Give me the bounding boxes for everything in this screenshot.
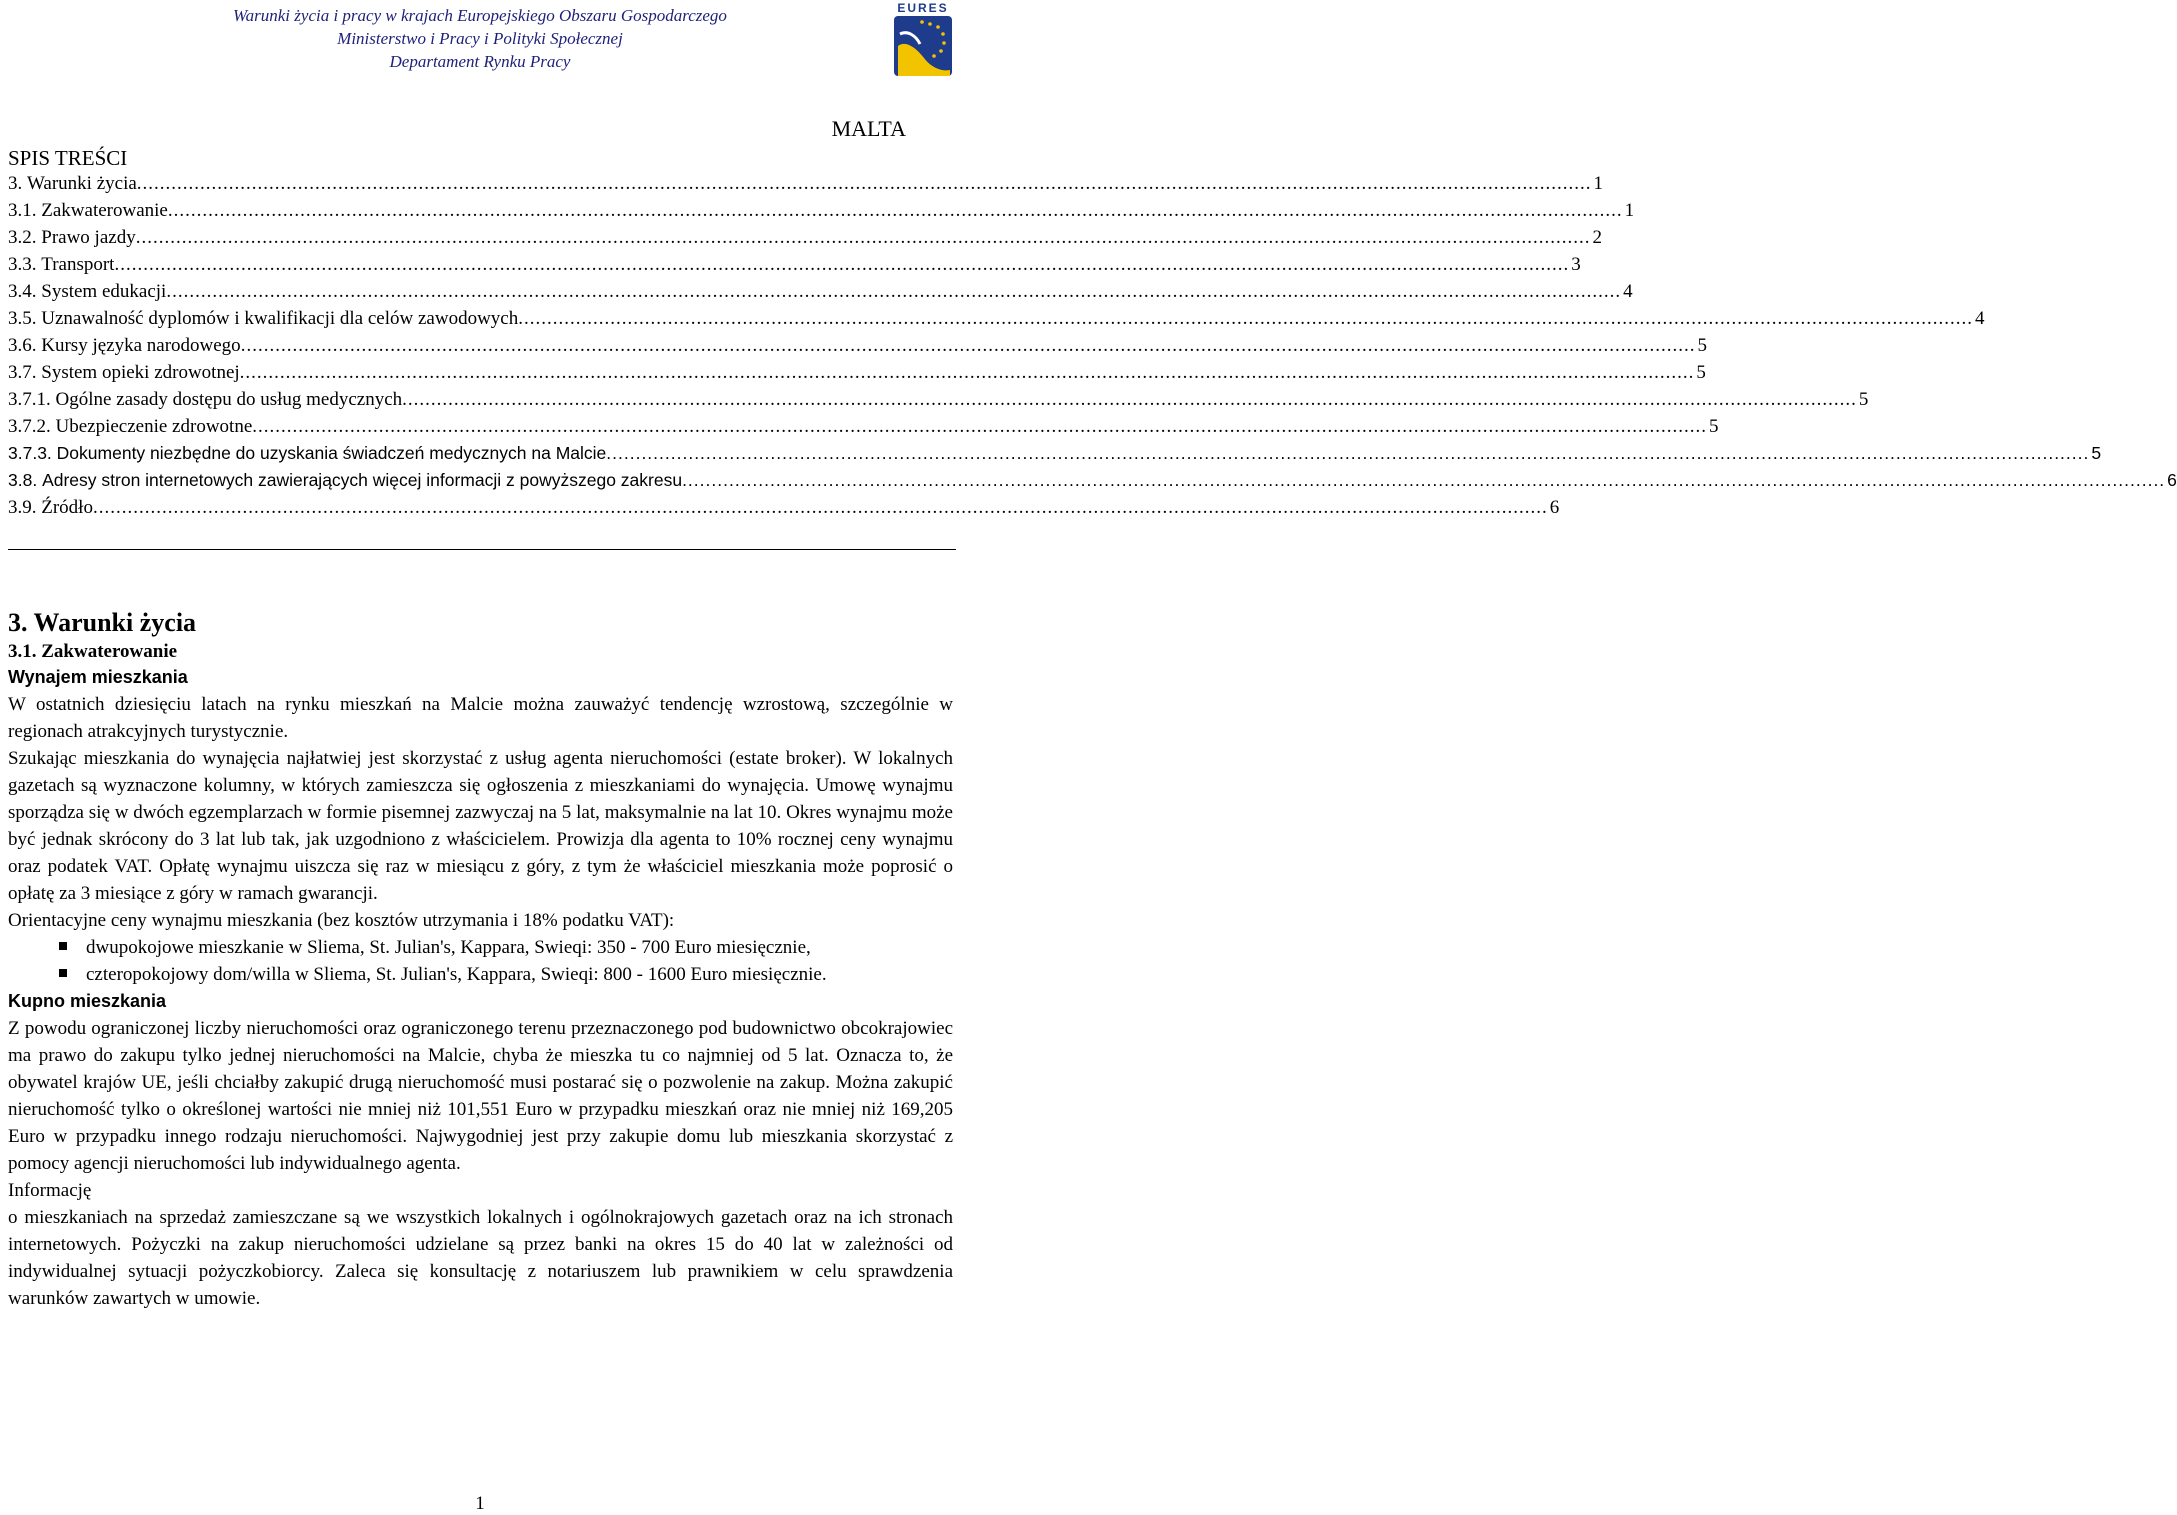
toc-item-label: Kursy języka narodowego (41, 335, 241, 356)
eures-logo (890, 0, 956, 78)
purchase-paragraph-1: Z powodu ograniczonej liczby nieruchomości oraz ograniczonego terenu przeznaczonego pod budownictwo obcokrajowiec ma prawo do zakupu tylko jednej nieruchomości na Malcie, chyba że mieszka tu co najmniej od 5 lat. Oznacza to, że obywatel krajów UE, jeśli chciałby zakupić drugą nieruchomość musi postarać się o pozwolenie na zakup. Można zakupić nieruchomość tylko o określonej wartości nie mniej niż 101,551 Euro w przypadku mieszkań oraz nie mniej niż 169,205 Euro w przypadku innego rodzaju nieruchomości. Najwygodniej jest przy zakupie domu lub mieszkania skorzystać z pomocy agencji nieruchomości lub indywidualnego agenta. (8, 1018, 953, 1174)
page-header (0, 0, 960, 80)
toc-item-number: 3.5. (8, 308, 37, 329)
toc-item-number: 3.4. (8, 281, 37, 302)
toc-item-page: 6 (2167, 470, 2177, 490)
toc-leader: ............................................................................................................................................................................................................................................................. (518, 308, 1973, 329)
toc-leader: ............................................................................................................................................................................................................................................................. (239, 362, 1695, 383)
toc-item-label: Zakwaterowanie (41, 200, 168, 221)
toc-item[interactable] (8, 440, 2102, 467)
toc-item-number: 3.3. (8, 254, 37, 275)
toc-item-page: 6 (1549, 497, 1560, 518)
toc-item[interactable] (8, 386, 1869, 413)
toc-item-page: 1 (1624, 200, 1635, 221)
toc-leader: ............................................................................................................................................................................................................................................................. (252, 416, 1708, 437)
toc-leader: ............................................................................................................................................................................................................................................................. (166, 281, 1622, 302)
header-line-1: Warunki życia i pracy w krajach Europejskiego Obszaru Gospodarczego (233, 6, 727, 25)
rent-heading: Wynajem mieszkania (8, 667, 188, 687)
toc-item-number: 3. (8, 173, 23, 194)
toc-item-label: Uznawalność dyplomów i kwalifikacji dla celów zawodowych (41, 308, 519, 329)
toc-item-label: Dokumenty niezbędne do uzyskania świadczeń medycznych na Malcie (56, 443, 607, 463)
toc-item-number: 3.8. (8, 470, 38, 490)
toc-item-label: Źródło (41, 497, 93, 518)
toc-item-label: Prawo jazdy (41, 227, 136, 248)
eures-logo-text: EURES (897, 1, 949, 15)
toc-item-number: 3.7.1. (8, 389, 51, 410)
list-item: dwupokojowe mieszkanie w Sliema, St. Julian's, Kappara, Swieqi: 350 - 700 Euro miesięcznie, (86, 934, 953, 961)
purchase-paragraph-2: o mieszkaniach na sprzedaż zamieszczane są we wszystkich lokalnych i ogólnokrajowych gazetach oraz na ich stronach internetowych. Pożyczki na zakup nieruchomości udzielane są przez banki na okres 15 do 40 lat w zależności od indywidualnej sytuacji pożyczkobiorcy. Zaleca się konsultację z notariuszem lub prawnikiem w celu sprawdzenia warunków zawartych w umowie. (8, 1207, 953, 1309)
toc-item-number: 3.1. (8, 200, 37, 221)
toc-item[interactable] (8, 278, 1633, 305)
toc-title: SPIS TREŚCI (8, 146, 128, 170)
purchase-heading: Kupno mieszkania (8, 991, 167, 1011)
info-label: Informację (8, 1180, 92, 1201)
toc-item-label: System edukacji (41, 281, 167, 302)
toc-item-number: 3.7.3. (8, 443, 52, 463)
toc-item-number: 3.9. (8, 497, 37, 518)
header-line-3: Departament Rynku Pracy (389, 52, 571, 71)
header-text (0, 4, 960, 73)
toc-item-number: 3.2. (8, 227, 37, 248)
toc-item-page: 1 (1593, 173, 1604, 194)
toc-item-page: 3 (1571, 254, 1581, 275)
toc-leader: ............................................................................................................................................................................................................................................................. (136, 173, 1592, 194)
toc-leader: ............................................................................................................................................................................................................................................................. (92, 497, 1548, 518)
toc-leader: ............................................................................................................................................................................................................................................................. (114, 254, 1570, 275)
toc-item[interactable] (8, 170, 1604, 197)
toc-item-page: 2 (1592, 227, 1602, 248)
toc-item[interactable] (8, 332, 1707, 359)
toc-item-page: 5 (1696, 362, 1706, 383)
rent-paragraph-2: Szukając mieszkania do wynajęcia najłatwiej jest skorzystać z usług agenta nieruchomości (estate broker). W lokalnych gazetach są wyznaczone kolumny, w których zamieszcza się ogłoszenia z mieszkaniami do wynajęcia. Umowę wynajmu sporządza się w dwóch egzemplarzach w formie pisemnej zazwyczaj na 5 lat, maksymalnie na lat 10. Okres wynajmu może być jednak skrócony do 3 lat lub tak, jak uzgodniono z właścicielem. Prowizja dla agenta to 10% rocznej ceny wynajmu oraz podatek VAT. Opłatę wynajmu uiszcza się raz w miesiącu z góry, z tym że właściciel mieszkania może poprosić o opłatę za 3 miesiące z góry w ramach gwarancji. (8, 748, 953, 904)
toc-item-number: 3.7. (8, 362, 37, 383)
toc-item-number: 3.6. (8, 335, 37, 356)
toc-item[interactable] (8, 494, 1560, 521)
toc-item[interactable] (8, 224, 1602, 251)
toc-leader: ............................................................................................................................................................................................................................................................. (402, 389, 1857, 410)
country-title: MALTA (831, 116, 906, 141)
toc-item[interactable] (8, 467, 2177, 494)
toc-divider (8, 549, 956, 550)
toc-item[interactable] (8, 305, 1985, 332)
subsection-title: 3.1. Zakwaterowanie (8, 641, 178, 662)
toc-item-label: Ubezpieczenie zdrowotne (55, 416, 253, 437)
rent-paragraph-3: Orientacyjne ceny wynajmu mieszkania (bez kosztów utrzymania i 18% podatku VAT): (8, 910, 675, 931)
toc-item-page: 4 (1974, 308, 1985, 329)
toc-item[interactable] (8, 359, 1706, 386)
toc-item-page: 5 (1709, 416, 1719, 437)
rent-paragraph-1: W ostatnich dziesięciu latach na rynku mieszkań na Malcie można zauważyć tendencję wzrostową, szczególnie w regionach atrakcyjnych turystycznie. (8, 694, 953, 742)
toc-item-label: Ogólne zasady dostępu do usług medycznych (55, 389, 403, 410)
section-title: 3. Warunki życia (8, 608, 197, 637)
toc-item[interactable] (8, 251, 1581, 278)
toc-item-label: Warunki życia (27, 173, 137, 194)
toc-item-label: Adresy stron internetowych zawierających więcej informacji z powyższego zakresu (42, 470, 683, 490)
page-number: 1 (475, 1493, 485, 1514)
toc-item-page: 4 (1623, 281, 1633, 302)
toc-leader: ............................................................................................................................................................................................................................................................. (135, 227, 1591, 248)
header-line-2: Ministerstwo i Pracy i Polityki Społecznej (337, 29, 623, 48)
toc-leader: ............................................................................................................................................................................................................................................................. (606, 443, 2090, 463)
toc-item-number: 3.7.2. (8, 416, 51, 437)
toc-item-label: Transport (41, 254, 115, 275)
toc-item-label: System opieki zdrowotnej (41, 362, 240, 383)
toc-item-page: 5 (2091, 443, 2102, 463)
toc-item-page: 5 (1697, 335, 1707, 356)
toc-leader: ............................................................................................................................................................................................................................................................. (240, 335, 1696, 356)
toc-item-page: 5 (1858, 389, 1869, 410)
toc-leader: ............................................................................................................................................................................................................................................................. (167, 200, 1623, 221)
toc-item[interactable] (8, 197, 1635, 224)
toc-item[interactable] (8, 413, 1719, 440)
rent-price-list (8, 934, 953, 988)
main-content (8, 606, 953, 1312)
table-of-contents (8, 170, 2177, 521)
toc-leader: ............................................................................................................................................................................................................................................................. (682, 470, 2166, 490)
list-item: czteropokojowy dom/willa w Sliema, St. Julian's, Kappara, Swieqi: 800 - 1600 Euro miesięcznie. (86, 961, 953, 988)
